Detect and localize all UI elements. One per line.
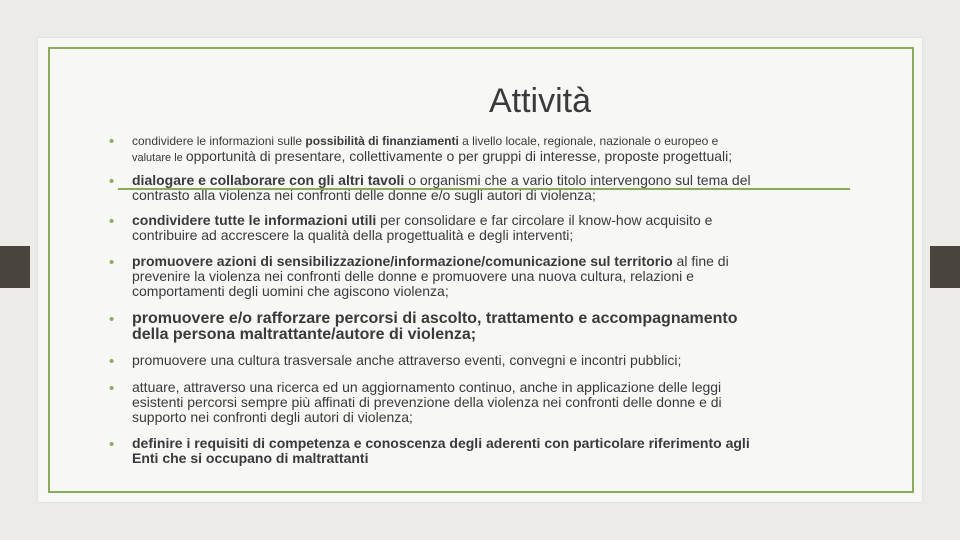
side-tab-right (930, 246, 960, 288)
bullet-2 (108, 173, 840, 203)
bullet-5-line-1: promuovere e/o rafforzare percorsi di ascolto, trattamento e accompagnamento (132, 310, 738, 327)
bullet-dot-icon: • (109, 353, 115, 370)
bullet-7 (108, 380, 840, 425)
bullet-dot-icon: • (109, 311, 115, 328)
bullet-4-line-3: comportamenti degli uomini che agiscono violenza; (132, 283, 449, 299)
bullet-5 (108, 311, 840, 343)
bullet-dot-icon: • (109, 254, 115, 271)
bullet-3 (108, 213, 840, 243)
bullet-8 (108, 436, 840, 466)
bullet-3-line-1: condividere tutte le informazioni utili per consolidare e far circolare il know-how acquisito e (132, 212, 713, 228)
bullet-6-line-1: promuovere una cultura trasversale anche attraverso eventi, convegni e incontri pubblici; (132, 352, 682, 368)
bullet-4-line-1: promuovere azioni di sensibilizzazione/informazione/comunicazione sul territorio al fine di (132, 253, 729, 269)
bullet-dot-icon: • (109, 380, 115, 397)
bullet-dot-icon: • (109, 133, 115, 150)
bullet-4-line-2: prevenire la violenza nei confronti delle donne e promuovere una nuova cultura, relazioni e (132, 268, 694, 284)
bullet-7-line-2: esistenti percorsi sempre più affinati di prevenzione della violenza nei confronti delle donne e di (132, 394, 722, 410)
bullet-2-line-2: contrasto alla violenza nei confronti delle donne e/o sugli autori di violenza; (132, 187, 596, 203)
bullet-dot-icon: • (109, 436, 115, 453)
bullet-4 (108, 254, 840, 299)
bullet-1 (108, 133, 840, 166)
bullet-5-line-2: della persona maltrattante/autore di violenza; (132, 326, 477, 343)
bullet-7-line-3: supporto nei confronti degli autori di violenza; (132, 409, 413, 425)
bullet-1-line-1: condividere le informazioni sulle possibilità di finanziamenti a livello locale, regionale, nazionale o europeo e (132, 134, 719, 148)
bullet-dot-icon: • (109, 213, 115, 230)
bullet-3-line-2: contribuire ad accrescere la qualità della progettualità e degli interventi; (132, 227, 574, 243)
bullet-1-line-2: valutare le opportunità di presentare, collettivamente o per gruppi di interesse, proposte progettuali; (132, 148, 733, 164)
bullet-7-line-1: attuare, attraverso una ricerca ed un aggiornamento continuo, anche in applicazione delle leggi (132, 379, 722, 395)
bullet-2-line-1: dialogare e collaborare con gli altri tavoli o organismi che a vario titolo intervengono sul tema del (132, 172, 751, 188)
bullet-dot-icon: • (109, 173, 115, 190)
slide-title: Attività (488, 82, 592, 120)
bullet-8-line-2: Enti che si occupano di maltrattanti (132, 450, 369, 466)
side-tab-left (0, 246, 30, 288)
bullet-6 (108, 353, 840, 368)
bullet-8-line-1: definire i requisiti di competenza e conoscenza degli aderenti con particolare riferimento agli (132, 435, 750, 451)
